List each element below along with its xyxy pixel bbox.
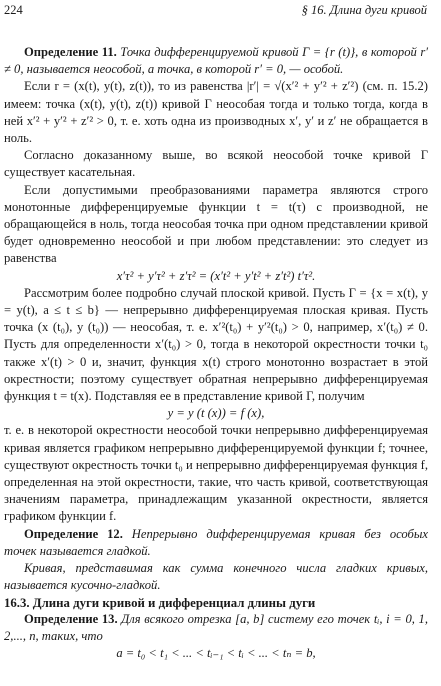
paragraph: Согласно доказанному выше, во всякой неособой точке кривой Γ существует касательная. <box>4 148 428 180</box>
paragraph: Если допустимыми преобразованиями параметра являются строго монотонные дифференцируемые функции t = t(τ) с производной, не обращающейся в ноль, тогда неособая точка при одном представлении кривой будет одновременно неособой и при любом представлении: это следует из равенства <box>4 182 428 266</box>
paragraph: Если r = (x(t), y(t), z(t)), то из равенства |r′| = √(x′² + y′² + z′²) (см. п. 15.2) имеем: точка (x(t), y(t), z(t)) кривой Γ неособая тогда и только тогда, когда в ней x′² + y′² + z′² > 0, т. е. хоть одна из производных x′, y′ и z′ не обращается в ноль. <box>4 79 428 146</box>
equation: x′τ² + y′τ² + z′τ² = (x′t² + y′t² + z′t²) t′τ². <box>116 268 316 283</box>
definition-label: Определение 11. <box>24 45 117 59</box>
definition-text: Для всякого отрезка [a, b] систему его точек tᵢ, i = 0, 1, 2,..., n, таких, что <box>4 611 429 643</box>
page-body <box>4 44 428 662</box>
definition-text: Точка дифференцируемой кривой Γ = {r (t)}, в которой r′ ≠ 0, называется неособой, а точка, в которой r′ = 0, — особой. <box>4 45 428 77</box>
definition-text: Непрерывно дифференцируемая кривая без особых точек называется гладкой. <box>4 526 428 558</box>
paragraph: Кривая, представимая как сумма конечного числа гладких кривых, называется кусочно-гладкой. <box>4 561 428 593</box>
paragraph: т. е. в некоторой окрестности неособой точки непрерывно дифференцируемая кривая является графиком непрерывно дифференцируемой функции f; точнее, существуют окрестность точки t₀ и непрерывно дифференцируемая функция f, определенная на этой окрестности, такие, что часть кривой, соответствующая значениям параметра, принадлежащим указанной окрестности, является графиком функции f. <box>4 423 428 524</box>
definition-13 <box>4 611 428 645</box>
definition-12 <box>4 526 428 560</box>
page-number: 224 <box>4 3 23 17</box>
equation: a = t₀ < t₁ < ... < tᵢ₋₁ < tᵢ < ... < tₙ = b, <box>116 645 316 660</box>
definition-label: Определение 13. <box>24 611 118 626</box>
section-heading: 16.3. Длина дуги кривой и дифференциал длины дуги <box>4 595 316 610</box>
definition-label: Определение 12. <box>24 526 123 541</box>
running-header <box>4 3 427 19</box>
definition-11 <box>4 44 428 78</box>
section-title: § 16. Длина дуги кривой <box>301 3 427 17</box>
equation: y = y (t (x)) = f (x), <box>167 406 265 421</box>
paragraph: Рассмотрим более подробно случай плоской кривой. Пусть Γ = {x = x(t), y = y(t), a ≤ t ≤ b} — непрерывно дифференцируемая плоская кривая. Пусть точка (x (t₀), y (t₀)) — неособая, т. е. x′²(t₀) + y′²(t₀) > 0, например, x′(t₀) ≠ 0. Пусть для определенности x′(t₀) > 0, тогда в некоторой окрестности точки t₀ также x′(t) > 0 и, значит, функция x(t) строго монотонно возрастает в этой окрестности; поэтому существует обратная непрерывно дифференцируемая функция t = t(x). Подставляя ее в представление кривой Γ, получим <box>4 285 428 404</box>
